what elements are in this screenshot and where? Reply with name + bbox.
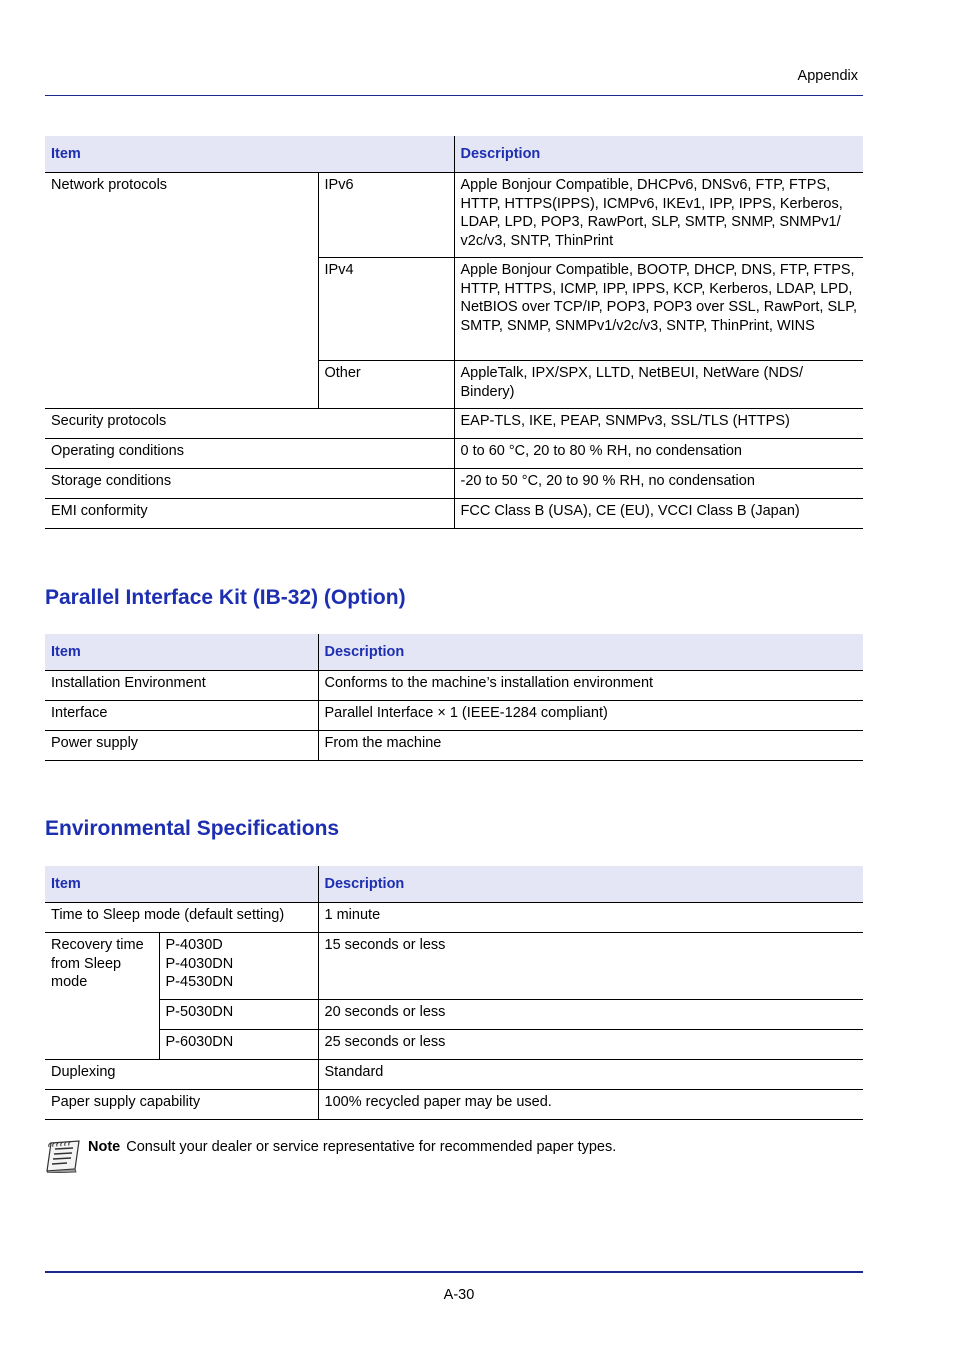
table-row — [45, 1090, 863, 1120]
row-item: Power supply — [45, 731, 318, 761]
table-row — [45, 671, 863, 701]
row-description: 100% recycled paper may be used. — [318, 1090, 863, 1120]
header-item: Item — [45, 634, 318, 671]
table-header-row — [45, 866, 863, 903]
table-row — [45, 1060, 863, 1090]
header-item: Item — [45, 136, 454, 173]
row-item: Time to Sleep mode (default setting) — [45, 903, 318, 933]
protocol-description: Apple Bonjour Compatible, BOOTP, DHCP, DNS, FTP, FTPS, HTTP, HTTPS, ICMP, IPP, IPPS, KCP, Kerberos, LDAP, LPD, NetBIOS over TCP/IP, POP3, POP3 over SSL, RawPort, SLP, SMTP, SNMP, SNMPv1/v2c/v3, SNTP, ThinPrint, WINS — [454, 258, 863, 361]
recovery-time-label: Recovery time from Sleep mode — [45, 933, 159, 1060]
table-row — [45, 439, 863, 469]
protocol-sub-item: Other — [318, 361, 454, 409]
table-header-row — [45, 136, 863, 173]
row-description: 25 seconds or less — [318, 1030, 863, 1060]
row-item: Security protocols — [45, 409, 454, 439]
row-description: -20 to 50 °C, 20 to 90 % RH, no condensation — [454, 469, 863, 499]
row-item: Interface — [45, 701, 318, 731]
row-description: Standard — [318, 1060, 863, 1090]
model-names: P-6030DN — [159, 1030, 318, 1060]
network-protocols-label: Network protocols — [45, 173, 318, 409]
model-names: P-5030DN — [159, 1000, 318, 1030]
note-body: Consult your dealer or service representative for recommended paper types. — [126, 1139, 617, 1155]
row-item: Installation Environment — [45, 671, 318, 701]
table-row — [45, 409, 863, 439]
header-description: Description — [318, 866, 863, 903]
model-names: P-4030D P-4030DN P-4530DN — [159, 933, 318, 1000]
header-item: Item — [45, 866, 318, 903]
row-description: From the machine — [318, 731, 863, 761]
note-label: Note — [88, 1139, 121, 1155]
row-description: Conforms to the machine’s installation environment — [318, 671, 863, 701]
page-number: A-30 — [443, 1287, 475, 1303]
header-description: Description — [454, 136, 863, 173]
row-description: FCC Class B (USA), CE (EU), VCCI Class B (Japan) — [454, 499, 863, 529]
note-pad-icon — [45, 1139, 81, 1177]
row-item: Duplexing — [45, 1060, 318, 1090]
table-row — [45, 903, 863, 933]
note-text — [88, 1139, 616, 1155]
row-description: EAP-TLS, IKE, PEAP, SNMPv3, SSL/TLS (HTTPS) — [454, 409, 863, 439]
table-row — [45, 499, 863, 529]
section-title-parallel-interface: Parallel Interface Kit (IB-32) (Option) — [45, 586, 406, 609]
table-row — [45, 469, 863, 499]
row-description: Parallel Interface × 1 (IEEE-1284 compliant) — [318, 701, 863, 731]
table-row — [45, 1000, 863, 1030]
row-description: 1 minute — [318, 903, 863, 933]
protocol-sub-item: IPv4 — [318, 258, 454, 361]
table-row — [45, 933, 863, 1000]
row-item: EMI conformity — [45, 499, 454, 529]
note-box — [45, 1137, 863, 1177]
running-header: Appendix — [797, 68, 858, 84]
header-description: Description — [318, 634, 863, 671]
table-header-row — [45, 634, 863, 671]
table-row — [45, 1030, 863, 1060]
header-rule — [45, 95, 863, 96]
protocol-description: Apple Bonjour Compatible, DHCPv6, DNSv6, FTP, FTPS, HTTP, HTTPS(IPPS), ICMPv6, IKEv1, IPP, IPPS, Kerberos, LDAP, LPD, POP3, RawPort, SLP, SMTP, SNMP, SNMPv1/ v2c/v3, SNTP, ThinPrint — [454, 173, 863, 258]
row-item: Storage conditions — [45, 469, 454, 499]
row-item: Operating conditions — [45, 439, 454, 469]
table-row — [45, 701, 863, 731]
table-row — [45, 731, 863, 761]
row-description: 20 seconds or less — [318, 1000, 863, 1030]
row-description: 15 seconds or less — [318, 933, 863, 1000]
section-title-environmental: Environmental Specifications — [45, 817, 340, 840]
row-description: 0 to 60 °C, 20 to 80 % RH, no condensation — [454, 439, 863, 469]
network-spec-table — [45, 136, 863, 529]
row-item: Paper supply capability — [45, 1090, 318, 1120]
parallel-interface-table — [45, 634, 863, 761]
protocol-description: AppleTalk, IPX/SPX, LLTD, NetBEUI, NetWare (NDS/ Bindery) — [454, 361, 863, 409]
protocol-sub-item: IPv6 — [318, 173, 454, 258]
table-row — [45, 173, 863, 258]
footer-rule — [45, 1271, 863, 1273]
environmental-spec-table — [45, 866, 863, 1120]
